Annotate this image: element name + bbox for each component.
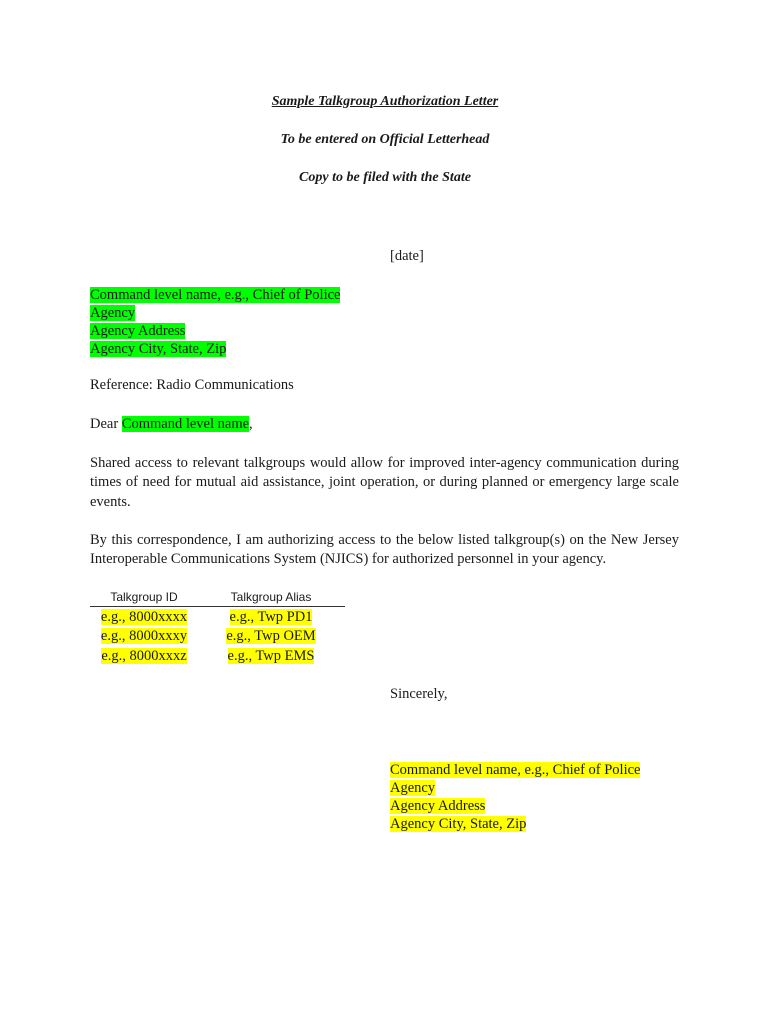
signature-title: Command level name, e.g., Chief of Police — [390, 762, 641, 778]
salutation-suffix: , — [249, 416, 253, 432]
recipient-agency: Agency — [90, 305, 136, 321]
salutation — [90, 416, 253, 433]
body-paragraph-2: By this correspondence, I am authorizing access to the below listed talkgroup(s) on the New Jersey Interoperable Communications System (NJICS) for authorized personnel in your agency. — [90, 532, 679, 568]
closing: Sincerely, — [390, 686, 448, 702]
table-header-rule — [90, 606, 345, 607]
reference-line: Reference: Radio Communications — [90, 377, 294, 393]
signature-address: Agency Address — [390, 798, 486, 814]
recipient-title: Command level name, e.g., Chief of Police — [90, 287, 341, 303]
table-cell-alias: e.g., Twp PD1 — [229, 609, 313, 625]
date-placeholder: [date] — [390, 248, 424, 264]
column-header-talkgroup-id: Talkgroup ID — [110, 590, 178, 604]
table-cell-alias: e.g., Twp EMS — [227, 648, 315, 664]
table-cell-id: e.g., 8000xxxy — [100, 628, 188, 644]
recipient-city-state-zip: Agency City, State, Zip — [90, 341, 227, 357]
table-cell-alias: e.g., Twp OEM — [226, 628, 316, 644]
letter-title: Sample Talkgroup Authorization Letter — [271, 94, 499, 109]
signature-agency: Agency — [390, 780, 436, 796]
salutation-prefix: Dear — [90, 416, 122, 432]
recipient-address: Agency Address — [90, 323, 186, 339]
column-header-talkgroup-alias: Talkgroup Alias — [230, 590, 312, 604]
signature-city-state-zip: Agency City, State, Zip — [390, 816, 527, 832]
table-cell-id: e.g., 8000xxxz — [101, 648, 187, 664]
letterhead-note: To be entered on Official Letterhead — [280, 132, 490, 147]
table-cell-id: e.g., 8000xxxx — [100, 609, 188, 625]
body-paragraph-1: Shared access to relevant talkgroups would allow for improved inter-agency communication during times of need for mutual aid assistance, joint operation, or during planned or emergency large scale events. — [90, 455, 679, 510]
salutation-name: Command level name — [121, 416, 250, 432]
filing-note: Copy to be filed with the State — [299, 170, 471, 185]
